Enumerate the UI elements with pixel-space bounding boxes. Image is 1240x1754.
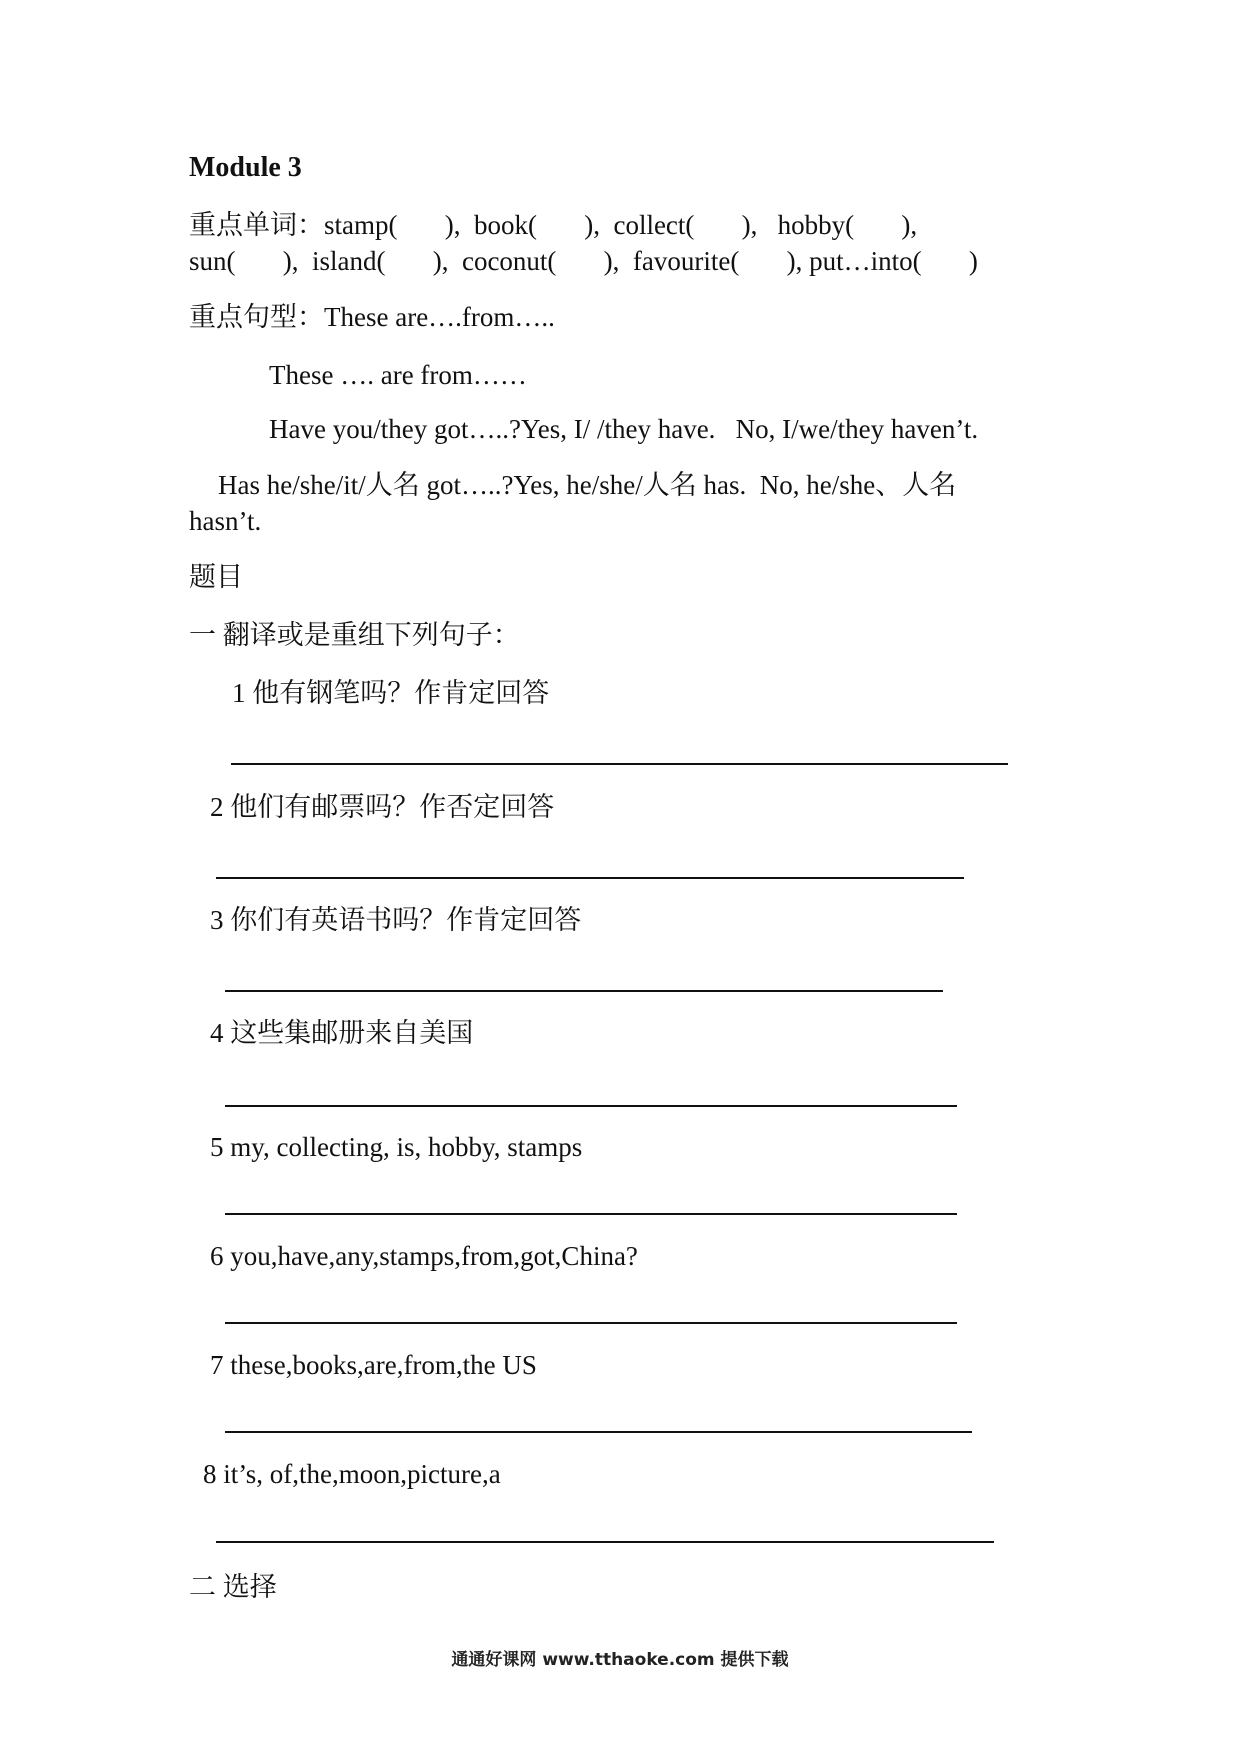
footer-credit: 通通好课网 www.tthaoke.com 提供下载 xyxy=(451,1650,789,1670)
key-sentence-5: hasn’t. xyxy=(189,506,262,536)
key-words-line-2: sun( ), island( ), coconut( ), favourite( ), put…into( ) xyxy=(189,246,978,276)
question-6: 6 you,have,any,stamps,from,got,China? xyxy=(210,1241,638,1271)
answer-line-5[interactable] xyxy=(225,1213,957,1215)
key-sentence-2: These …. are from…… xyxy=(269,360,527,390)
answer-line-4[interactable] xyxy=(225,1105,957,1107)
key-sentence-4: Has he/she/it/人名 got…..?Yes, he/she/人名 has. No, he/she、人名 xyxy=(218,470,957,500)
answer-line-6[interactable] xyxy=(225,1322,957,1324)
section-one-heading: 一 翻译或是重组下列句子： xyxy=(189,620,520,650)
question-4: 4 这些集邮册来自美国 xyxy=(210,1018,474,1048)
answer-line-2[interactable] xyxy=(216,877,964,879)
answer-line-8[interactable] xyxy=(216,1541,994,1543)
question-5: 5 my, collecting, is, hobby, stamps xyxy=(210,1132,583,1162)
key-sentences-label: 重点句型： xyxy=(189,302,324,332)
section-two-heading: 二 选择 xyxy=(189,1572,277,1602)
key-sentence-1: These are….from….. xyxy=(324,302,555,332)
answer-line-3[interactable] xyxy=(225,990,943,992)
answer-line-1[interactable] xyxy=(231,763,1008,765)
key-words-line-1 xyxy=(189,212,917,239)
question-2: 2 他们有邮票吗？作否定回答 xyxy=(210,792,555,822)
key-sentences-line-1 xyxy=(189,304,555,331)
key-words-text-1: stamp( ), book( ), collect( ), hobby( ), xyxy=(324,210,918,240)
question-3: 3 你们有英语书吗？作肯定回答 xyxy=(210,905,582,935)
topics-label: 题目 xyxy=(189,562,243,592)
module-title: Module 3 xyxy=(189,152,302,183)
question-1: 1 他有钢笔吗？作肯定回答 xyxy=(232,678,550,708)
answer-line-7[interactable] xyxy=(225,1431,972,1433)
question-7: 7 these,books,are,from,the US xyxy=(210,1350,537,1380)
question-8: 8 it’s, of,the,moon,picture,a xyxy=(203,1459,501,1489)
key-words-label: 重点单词： xyxy=(189,210,324,240)
key-sentence-3: Have you/they got…..?Yes, I/ /they have. No, I/we/they haven’t. xyxy=(269,414,979,444)
